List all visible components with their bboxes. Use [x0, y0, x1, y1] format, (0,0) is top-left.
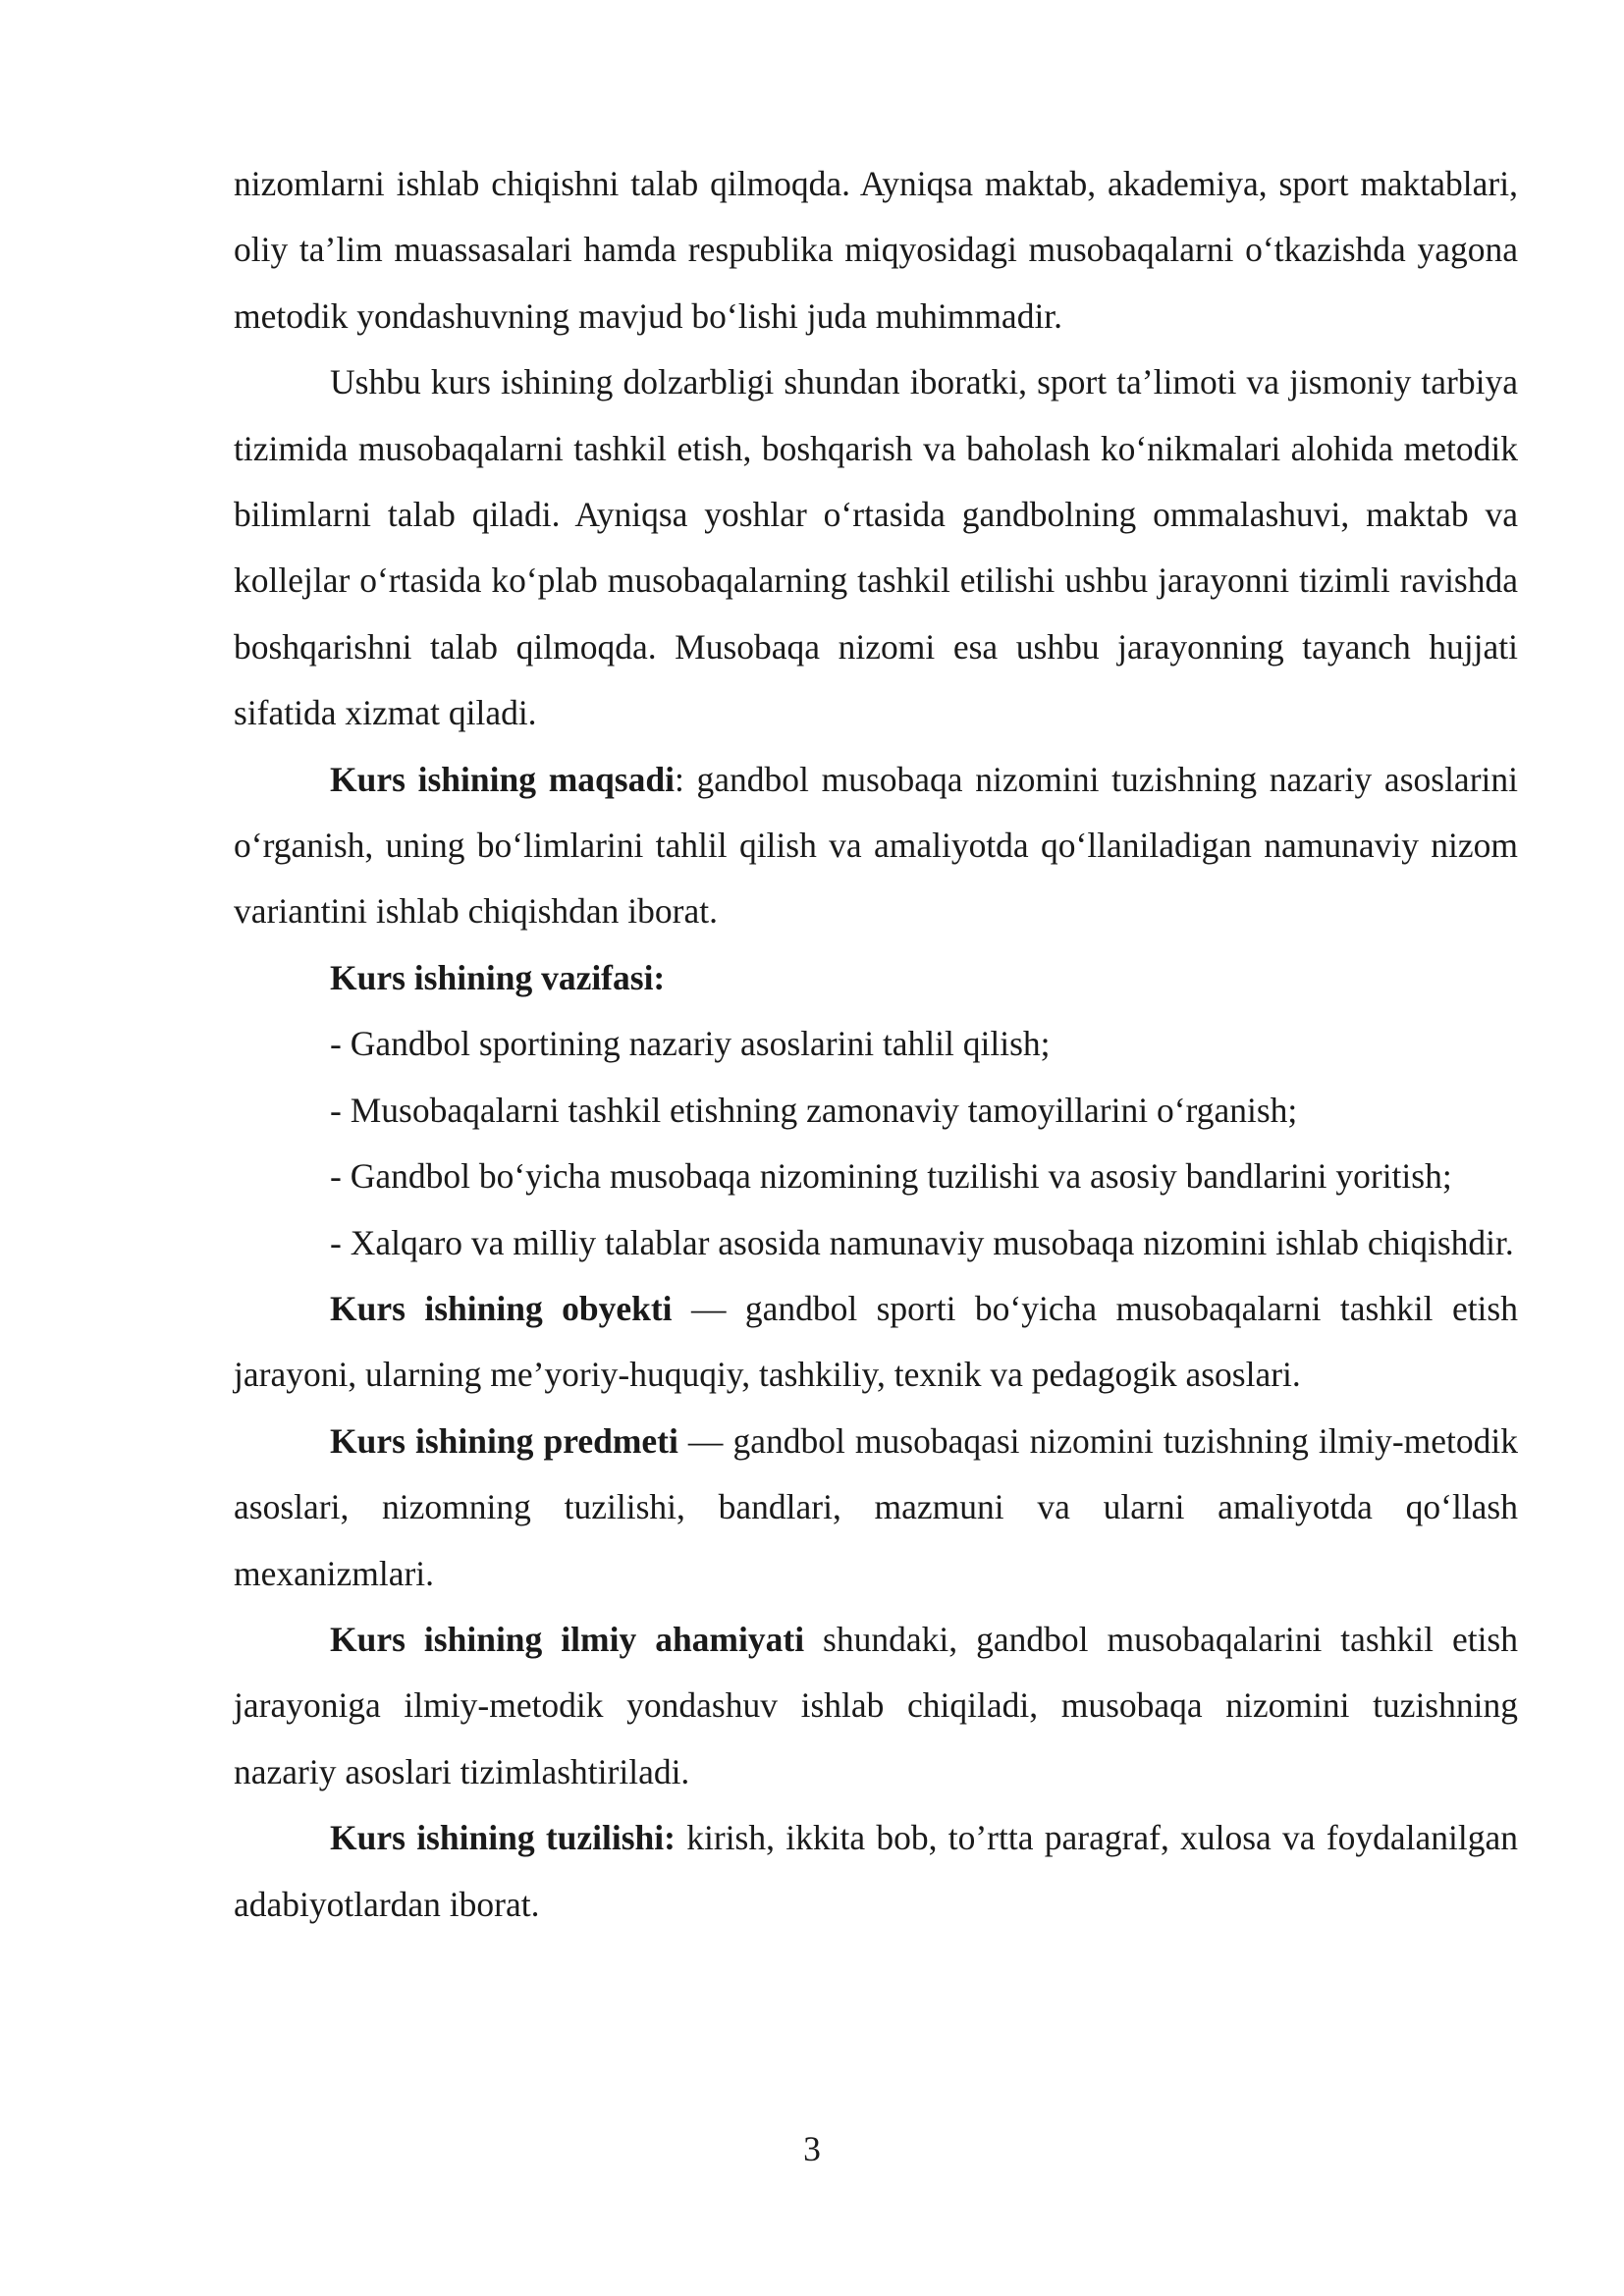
paragraph-text: - Musobaqalarni tashkil etishning zamonaviy tamoyillarini o‘rganish; — [330, 1090, 1298, 1130]
paragraph-bold-lead: Kurs ishining obyekti — [330, 1288, 673, 1328]
paragraph-text: : gandbol musobaqa nizomini tuzishning nazariy asoslarini o‘rganish, uning bo‘limlarini tahlil qilish va amaliyotda qo‘llaniladigan namunaviy nizom variantini ishlab chiqishdan iborat. — [234, 759, 1518, 932]
paragraph-text: — gandbol sporti bo‘yicha musobaqalarni tashkil etish jarayoni, ularning me’yoriy-huquqiy, tashkiliy, texnik va pedagogik asoslari. — [234, 1288, 1518, 1395]
paragraph-text: — gandbol musobaqasi nizomini tuzishning ilmiy-metodik asoslari, nizomning tuzilishi, bandlari, mazmuni va ularni amaliyotda qo‘llash mexanizmlari. — [234, 1420, 1519, 1593]
paragraph-text: - Gandbol sportining nazariy asoslarini tahlil qilish; — [330, 1024, 1051, 1064]
task-item-2 — [234, 1078, 1518, 1144]
paragraph-bold-lead: Kurs ishining ilmiy ahamiyati — [330, 1619, 805, 1659]
paragraph-continuation — [234, 151, 1518, 349]
task-item-3 — [234, 1144, 1518, 1209]
document-body — [234, 151, 1518, 1938]
paragraph-relevance — [234, 349, 1518, 746]
paragraph-bold-lead: Kurs ishining maqsadi — [330, 759, 675, 799]
task-item-4 — [234, 1210, 1518, 1276]
paragraph-text: - Gandbol bo‘yicha musobaqa nizomining tuzilishi va asosiy bandlarini yoritish; — [330, 1156, 1452, 1197]
paragraph-significance — [234, 1607, 1518, 1805]
paragraph-text: Ushbu kurs ishining dolzarbligi shundan iboratki, sport ta’limoti va jismoniy tarbiya tizimida musobaqalarni tashkil etish, boshqarish va baholash ko‘nikmalari alohida metodik bilimlarni talab qiladi. Ayniqsa yoshlar o‘rtasida gandbolning ommalashuvi, maktab va kollejlar o‘rtasida ko‘plab musobaqalarning tashkil etilishi ushbu jarayonni tizimli ravishda boshqarishni talab qilmoqda. Musobaqa nizomi esa ushbu jarayonning tayanch hujjati sifatida xizmat qiladi. — [234, 362, 1518, 733]
paragraph-bold-lead: Kurs ishining tuzilishi: — [330, 1818, 676, 1858]
paragraph-object — [234, 1276, 1518, 1409]
paragraph-structure — [234, 1805, 1518, 1938]
tasks-heading — [234, 945, 1518, 1011]
paragraph-goal — [234, 747, 1518, 945]
paragraph-text: shundaki, gandbol musobaqalarini tashkil etish jarayoniga ilmiy-metodik yondashuv ishlab chiqiladi, musobaqa nizomini tuzishning nazariy asoslari tizimlashtiriladi. — [234, 1619, 1519, 1791]
paragraph-bold-lead: Kurs ishining vazifasi: — [330, 957, 666, 997]
paragraph-bold-lead: Kurs ishining predmeti — [330, 1420, 678, 1461]
paragraph-subject — [234, 1409, 1518, 1607]
paragraph-text: kirish, ikkita bob, to’rtta paragraf, xulosa va foydalanilgan adabiyotlardan iborat. — [234, 1818, 1519, 1924]
paragraph-text: - Xalqaro va milliy talablar asosida namunaviy musobaqa nizomini ishlab chiqishdir. — [330, 1222, 1514, 1262]
task-item-1 — [234, 1011, 1518, 1077]
paragraph-text: nizomlarni ishlab chiqishni talab qilmoqda. Ayniqsa maktab, akademiya, sport maktablari, oliy ta’lim muassasalari hamda respublika miqyosidagi musobaqalarni o‘tkazishda yagona metodik yondashuvning mavjud bo‘lishi juda muhimmadir. — [234, 164, 1518, 336]
page-number: 3 — [803, 2129, 821, 2168]
